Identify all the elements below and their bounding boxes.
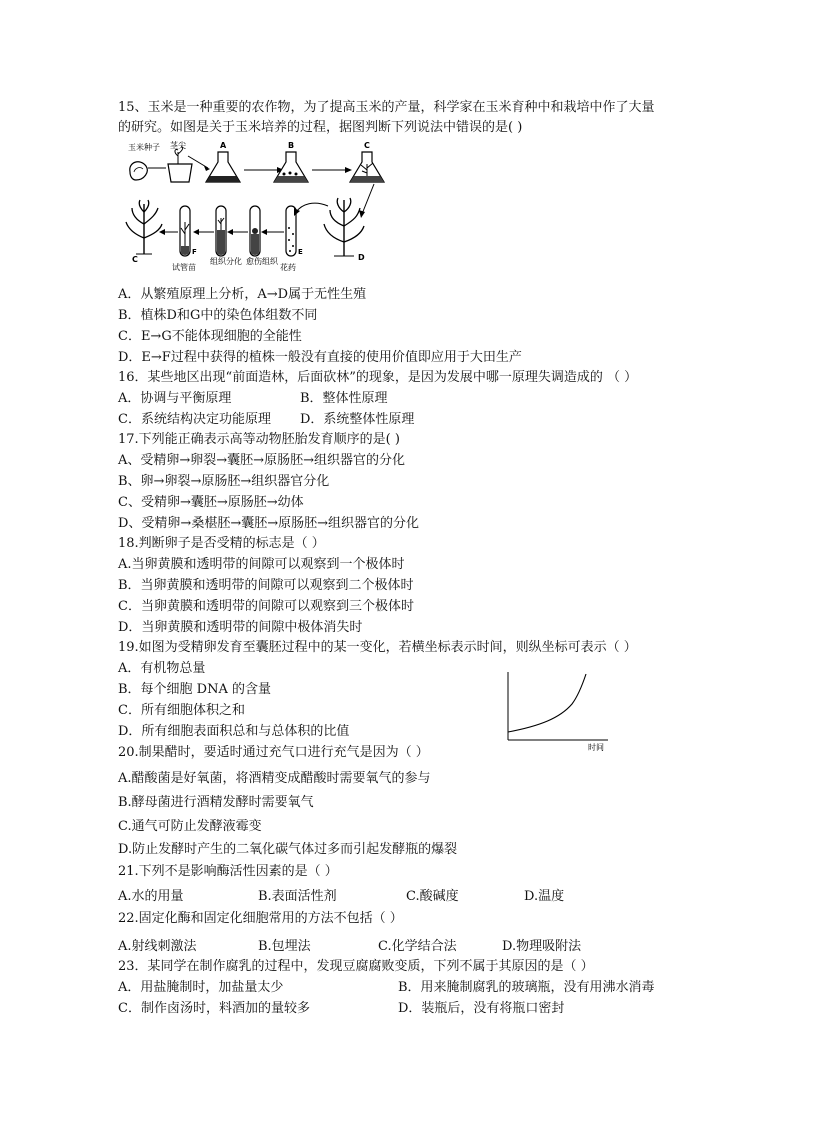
corn-culture-diagram xyxy=(118,138,418,280)
tube-callus-icon xyxy=(250,206,260,256)
pot-icon xyxy=(168,164,192,182)
q20-option-b: B.酵母菌进行酒精发酵时需要氧气 xyxy=(118,795,314,810)
q16-option-b: B．整体性原理 xyxy=(300,391,388,406)
q23-option-c: C．制作卤汤时，料酒加的量较多 xyxy=(118,1001,310,1016)
q19-option-b: B．每个细胞 DNA 的含量 xyxy=(118,682,272,697)
q15-stem-line1: 15、玉米是一种重要的农作物，为了提高玉米的产量，科学家在玉米育种中和栽培中作了大量 xyxy=(118,100,655,115)
q22-option-c: C.化学结合法 xyxy=(378,939,457,954)
q21-option-b: B.表面活性剂 xyxy=(258,889,337,904)
plant-d-label: D xyxy=(358,253,365,262)
q21-option-a: A.水的用量 xyxy=(118,889,184,904)
q21-stem: 21.下列不是影响酶活性因素的是（ ） xyxy=(118,864,338,879)
q17-option-b: B、卵→卵裂→原肠胚→组织器官分化 xyxy=(118,474,330,489)
q23-stem: 23．某同学在制作腐乳的过程中，发现豆腐腐败变质，下列不属于其原因的是（ ） xyxy=(118,959,594,974)
q18-option-b: B．当卵黄膜和透明带的间隙可以观察到二个极体时 xyxy=(118,578,414,593)
flask-a-label: A xyxy=(220,141,227,150)
q17-option-a: A、受精卵→卵裂→囊胚→原肠胚→组织器官的分化 xyxy=(118,453,405,468)
q22-stem: 22.固定化酶和固定化细胞常用的方法不包括（ ） xyxy=(118,911,403,926)
q16-stem: 16．某些地区出现“前面造林，后面砍林”的现象，是因为发展中哪一原理失调造成的 （ ） xyxy=(118,370,638,385)
q17-option-d: D、受精卵→桑椹胚→囊胚→原肠胚→组织器官的分化 xyxy=(118,516,419,531)
stem-tip-label: 茎尖 xyxy=(170,141,186,150)
q18-option-c: C．当卵黄膜和透明带的间隙可以观察到三个极体时 xyxy=(118,599,414,614)
q18-option-d: D．当卵黄膜和透明带的间隙中极体消失时 xyxy=(118,620,363,635)
growth-curve xyxy=(508,674,586,732)
q16-option-d: D．系统整体性原理 xyxy=(300,412,415,427)
tube-e-label: E xyxy=(298,248,303,256)
q17-stem: 17.下列能正确表示高等动物胚胎发育顺序的是( ) xyxy=(118,432,400,447)
plant-d-icon xyxy=(324,198,364,256)
q18-option-a: A.当卵黄膜和透明带的间隙可以观察到一个极体时 xyxy=(118,557,405,572)
q19-stem: 19.如图为受精卵发育至囊胚过程中的某一变化，若横坐标表示时间，则纵坐标可表示（ ） xyxy=(118,640,637,655)
q15-option-d: D．E→F过程中获得的植株一般没有直接的使用价值即应用于大田生产 xyxy=(118,350,522,365)
q21-option-c: C.酸碱度 xyxy=(406,889,459,904)
q20-option-a: A.醋酸菌是好氧菌，将酒精变成醋酸时需要氧气的参与 xyxy=(118,771,431,786)
caption-differentiation: 组织分化 xyxy=(210,257,242,266)
plant-c-label: C xyxy=(132,255,138,264)
q15-stem-line2: 的研究。如图是关于玉米培养的过程，据图判断下列说法中错误的是( ) xyxy=(118,120,523,135)
seed-icon xyxy=(130,162,147,180)
q16-option-c: C．系统结构决定功能原理 xyxy=(118,412,271,427)
growth-curve-graph xyxy=(500,668,612,752)
flask-b-label: B xyxy=(288,141,295,150)
q19-option-d: D．所有细胞表面积总和与总体积的比值 xyxy=(118,724,350,739)
seed-label: 玉米种子 xyxy=(128,143,160,152)
tube-f-label: F xyxy=(192,248,197,256)
q16-option-a: A．协调与平衡原理 xyxy=(118,391,232,406)
q19-option-a: A．有机物总量 xyxy=(118,661,206,676)
q20-stem: 20.制果醋时，要适时通过充气口进行充气是因为（ ） xyxy=(118,745,429,760)
q23-option-d: D．装瓶后，没有将瓶口密封 xyxy=(398,1001,565,1016)
q22-option-a: A.射线刺激法 xyxy=(118,939,197,954)
q22-option-b: B.包埋法 xyxy=(258,939,311,954)
caption-callus: 愈伤组织 xyxy=(246,257,278,266)
q23-option-a: A．用盐腌制时，加盐量太少 xyxy=(118,980,284,995)
q23-option-b: B．用来腌制腐乳的玻璃瓶，没有用沸水消毒 xyxy=(398,980,655,995)
q18-stem: 18.判断卵子是否受精的标志是（ ） xyxy=(118,536,325,551)
q19-option-c: C．所有细胞体积之和 xyxy=(118,703,245,718)
plant-g-icon xyxy=(126,200,162,254)
q15-option-a: A．从繁殖原理上分析，A→D属于无性生殖 xyxy=(118,287,367,302)
tube-f-icon xyxy=(180,206,190,256)
caption-anther: 花药 xyxy=(280,263,296,272)
q20-option-d: D.防止发酵时产生的二氧化碳气体过多而引起发酵瓶的爆裂 xyxy=(118,842,458,857)
x-axis-label: 时间 xyxy=(588,743,604,752)
q20-option-c: C.通气可防止发酵液霉变 xyxy=(118,819,262,834)
q17-option-c: C、受精卵→囊胚→原肠胚→幼体 xyxy=(118,495,304,510)
q15-option-c: C．E→G不能体现细胞的全能性 xyxy=(118,329,302,344)
q15-option-b: B．植株D和G中的染色体组数不同 xyxy=(118,308,318,323)
q22-option-d: D.物理吸附法 xyxy=(502,939,582,954)
caption-plantlet: 试管苗 xyxy=(172,263,196,272)
flask-c-label: C xyxy=(364,141,370,150)
q21-option-d: D.温度 xyxy=(524,889,565,904)
tube-differentiation-icon xyxy=(216,206,226,256)
